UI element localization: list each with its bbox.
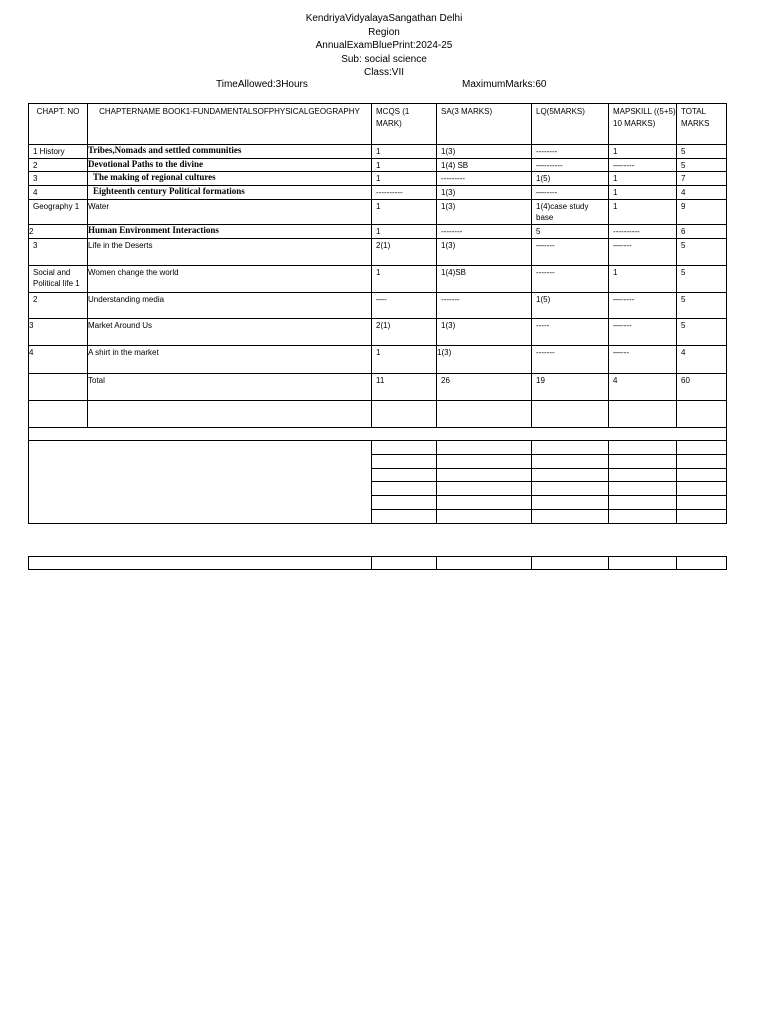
header-label: MCQS (1 MARK): [376, 107, 410, 128]
cell-total-marks: [677, 345, 727, 373]
cell-text: Water: [88, 201, 110, 211]
cell-sa: [437, 265, 532, 292]
cell-total-marks: [677, 158, 727, 172]
cell-sa: [437, 172, 532, 186]
cell-text: 1: [376, 174, 381, 183]
cell-lq: [532, 318, 609, 345]
cell-chapter-name: [88, 238, 372, 265]
cell-text: -------: [536, 347, 555, 357]
cell-total-marks: [677, 373, 727, 400]
cell-text: 5: [681, 240, 686, 250]
maximum-marks: MaximumMarks:60: [462, 79, 547, 90]
table-row: [29, 345, 727, 373]
cell-text: --------: [441, 226, 463, 236]
cell-text: 60: [681, 375, 690, 385]
cell-chapter-name: [88, 172, 372, 186]
cell-mcqs: [372, 373, 437, 400]
cell-text: 1(3): [441, 240, 456, 250]
cell-text: 3: [33, 240, 38, 250]
cell-total-marks: [677, 199, 727, 224]
cell-mcqs: [372, 318, 437, 345]
cell-text: Social and Political life 1: [33, 267, 80, 288]
cell-mapskill: [609, 373, 677, 400]
cell-sa: [437, 224, 532, 238]
col-header-total-marks: [677, 104, 727, 145]
cell-text: 1: [613, 147, 618, 156]
cell-text: Tribes,Nomads and settled communities: [88, 145, 242, 155]
cell-text: 3: [33, 174, 38, 183]
cell-text: —-------: [536, 160, 563, 170]
blueprint-table: [28, 103, 727, 524]
header-row: [29, 104, 727, 145]
cell-mcqs: [372, 145, 437, 159]
cell-text: The making of regional cultures: [93, 172, 216, 182]
cell-text: 5: [536, 226, 541, 236]
cell-lq: [532, 199, 609, 224]
cell-mcqs: [372, 199, 437, 224]
cell-sa: [437, 145, 532, 159]
cell-text: 6: [681, 226, 686, 236]
cell-mapskill: [609, 292, 677, 318]
cell-text: 1: [613, 187, 618, 197]
cell-text: 1 History: [33, 147, 65, 156]
cell-mapskill: [609, 185, 677, 199]
blank-strip-row: [29, 557, 727, 570]
cell-chapt-no: [29, 318, 88, 345]
col-header-mapskill: [609, 104, 677, 145]
cell-lq: [532, 224, 609, 238]
cell-sa: [437, 292, 532, 318]
cell-text: 1(3): [441, 187, 456, 197]
subject: Sub: social science: [341, 53, 427, 65]
cell-text: 1: [613, 201, 618, 211]
school-name: KendriyaVidyalayaSangathan Delhi: [305, 13, 463, 24]
col-header-sa: [437, 104, 532, 145]
cell-mcqs: [372, 158, 437, 172]
cell-text: 1: [376, 201, 381, 211]
cell-text: Human Environment Interactions: [88, 224, 219, 235]
cell-lq: [532, 158, 609, 172]
cell-text: --------: [536, 147, 558, 156]
cell-mcqs: [372, 224, 437, 238]
cell-text: 5: [681, 267, 686, 277]
cell-mapskill: [609, 238, 677, 265]
table-row: [29, 185, 727, 199]
cell-chapter-name: [88, 292, 372, 318]
cell-sa: [437, 373, 532, 400]
cell-text: 2(1): [376, 240, 391, 250]
cell-total-marks: [677, 224, 727, 238]
table-row: [29, 292, 727, 318]
cell-total-marks: [677, 145, 727, 159]
cell-text: 4: [33, 187, 38, 197]
cell-total-marks: [677, 238, 727, 265]
cell-mcqs: [372, 292, 437, 318]
blank-grid-row: [29, 440, 727, 454]
cell-mapskill: [609, 224, 677, 238]
cell-text: 5: [681, 320, 686, 330]
cell-chapter-name: [88, 224, 372, 238]
cell-text: ----------: [376, 187, 403, 197]
cell-text: -------: [441, 294, 460, 304]
cell-text: Devotional Paths to the divine: [88, 158, 204, 169]
cell-chapter-name: [88, 318, 372, 345]
col-header-chapter-name: [88, 104, 372, 145]
cell-lq: [532, 373, 609, 400]
empty-row: [29, 400, 727, 427]
table-row: [29, 265, 727, 292]
header-label: CHAPTERNAME BOOK1-FUNDAMENTALSOFPHYSICALGEOGRAPHY: [99, 107, 360, 116]
region: Region: [368, 26, 400, 38]
cell-text: Geography 1: [33, 201, 80, 211]
cell-text: —---: [613, 347, 629, 357]
header-label: SA(3 MARKS): [441, 107, 493, 116]
cell-text: 1(3): [437, 347, 452, 357]
cell-text: —-----: [613, 294, 635, 304]
cell-text: Eighteenth century Political formations: [93, 185, 245, 196]
table-row: [29, 145, 727, 159]
cell-text: 2: [33, 294, 38, 304]
cell-lq: [532, 172, 609, 186]
cell-text: 5: [681, 160, 686, 170]
table-row: [29, 238, 727, 265]
cell-mapskill: [609, 145, 677, 159]
cell-text: 1(4)case study base: [536, 201, 589, 222]
cell-chapt-no: [29, 345, 88, 373]
cell-total-marks: [677, 172, 727, 186]
cell-chapter-name: [88, 345, 372, 373]
cell-lq: [532, 238, 609, 265]
cell-mcqs: [372, 185, 437, 199]
cell-text: Women change the world: [88, 267, 179, 277]
cell-chapt-no: [29, 373, 88, 400]
cell-lq: [532, 345, 609, 373]
cell-text: —----: [613, 320, 632, 330]
cell-text: 4: [613, 375, 618, 385]
table-row: [29, 158, 727, 172]
cell-text: 1: [376, 160, 381, 170]
cell-mapskill: [609, 345, 677, 373]
cell-text: 4: [29, 347, 34, 357]
cell-chapt-no: [29, 158, 88, 172]
cell-text: 7: [681, 174, 686, 183]
cell-lq: [532, 292, 609, 318]
cell-text: 4: [681, 187, 686, 197]
header-label: LQ(5MARKS): [536, 107, 585, 116]
cell-text: Market Around Us: [88, 320, 153, 330]
cell-chapter-name: [88, 199, 372, 224]
cell-sa: [437, 158, 532, 172]
cell-text: 26: [441, 375, 450, 385]
cell-text: 3: [29, 320, 34, 330]
spacer-row: [29, 427, 727, 440]
cell-chapt-no: [29, 224, 88, 238]
cell-text: 1(5): [536, 174, 551, 183]
cell-chapter-name: [88, 145, 372, 159]
cell-chapt-no: [29, 145, 88, 159]
cell-chapter-name: [88, 158, 372, 172]
cell-text: Understanding media: [88, 294, 165, 304]
table-row: [29, 224, 727, 238]
cell-total-marks: [677, 318, 727, 345]
cell-mapskill: [609, 172, 677, 186]
cell-text: -------: [536, 267, 555, 277]
cell-text: Total: [88, 375, 105, 385]
time-allowed: TimeAllowed:3Hours: [216, 79, 308, 90]
total-row: [29, 373, 727, 400]
cell-text: 1: [613, 174, 618, 183]
cell-text: —-: [376, 294, 387, 304]
cell-text: 2: [33, 160, 38, 170]
cell-chapter-name: [88, 185, 372, 199]
cell-mapskill: [609, 318, 677, 345]
blank-strip-table: [28, 556, 727, 570]
col-header-chapt-no: [29, 104, 88, 145]
cell-text: 1(3): [441, 201, 456, 211]
cell-chapt-no: [29, 238, 88, 265]
cell-sa: [437, 199, 532, 224]
cell-chapter-name: [88, 265, 372, 292]
cell-text: 1: [376, 147, 381, 156]
cell-mcqs: [372, 172, 437, 186]
cell-sa: [437, 345, 532, 373]
cell-text: 1(4)SB: [441, 267, 466, 277]
cell-chapt-no: [29, 185, 88, 199]
cell-text: 1(4) SB: [441, 160, 469, 170]
document-header: [0, 12, 768, 80]
header-label: CHAPT. NO: [36, 107, 80, 116]
cell-lq: [532, 145, 609, 159]
cell-sa: [437, 318, 532, 345]
cell-mcqs: [372, 265, 437, 292]
cell-text: -----: [536, 320, 550, 330]
cell-text: 19: [536, 375, 545, 385]
cell-lq: [532, 265, 609, 292]
header-label: MAPSKILL ((5+5) 10 MARKS): [613, 107, 676, 128]
class-label: Class:VII: [363, 67, 404, 78]
cell-text: 4: [681, 347, 686, 357]
cell-sa: [437, 185, 532, 199]
cell-total-marks: [677, 292, 727, 318]
cell-mcqs: [372, 238, 437, 265]
cell-text: 1(3): [441, 320, 456, 330]
cell-text: 1: [376, 347, 381, 357]
cell-text: A shirt in the market: [88, 347, 159, 357]
cell-mcqs: [372, 345, 437, 373]
cell-chapt-no: [29, 292, 88, 318]
cell-mapskill: [609, 199, 677, 224]
cell-text: 5: [681, 147, 686, 156]
cell-sa: [437, 238, 532, 265]
cell-text: 1: [613, 267, 618, 277]
cell-text: 1: [376, 226, 381, 236]
cell-text: 2(1): [376, 320, 391, 330]
cell-text: —-----: [536, 187, 558, 197]
col-header-lq: [532, 104, 609, 145]
cell-text: [29, 374, 87, 375]
cell-chapt-no: [29, 199, 88, 224]
cell-chapt-no: [29, 172, 88, 186]
cell-text: ---------: [441, 174, 465, 183]
cell-text: 5: [681, 294, 686, 304]
cell-text: 1(5): [536, 294, 551, 304]
cell-text: 9: [681, 201, 686, 211]
cell-chapt-no: [29, 265, 88, 292]
cell-text: —----: [613, 240, 632, 250]
cell-text: —----: [536, 240, 555, 250]
cell-chapter-name: [88, 373, 372, 400]
cell-text: —-----: [613, 160, 635, 170]
header-label: TOTAL MARKS: [681, 107, 710, 128]
cell-text: 1(3): [441, 147, 456, 156]
cell-total-marks: [677, 185, 727, 199]
blank-merged-cell: [29, 440, 372, 523]
cell-mapskill: [609, 265, 677, 292]
cell-text: 11: [376, 375, 385, 385]
table-row: [29, 199, 727, 224]
exam-title: AnnualExamBluePrint:2024-25: [315, 40, 453, 51]
cell-text: 1: [376, 267, 381, 277]
cell-text: ----------: [613, 226, 640, 236]
table-row: [29, 172, 727, 186]
col-header-mcqs: [372, 104, 437, 145]
table-row: [29, 318, 727, 345]
cell-mapskill: [609, 158, 677, 172]
cell-lq: [532, 185, 609, 199]
cell-total-marks: [677, 265, 727, 292]
cell-text: Life in the Deserts: [88, 240, 153, 250]
cell-text: 2: [29, 226, 34, 236]
